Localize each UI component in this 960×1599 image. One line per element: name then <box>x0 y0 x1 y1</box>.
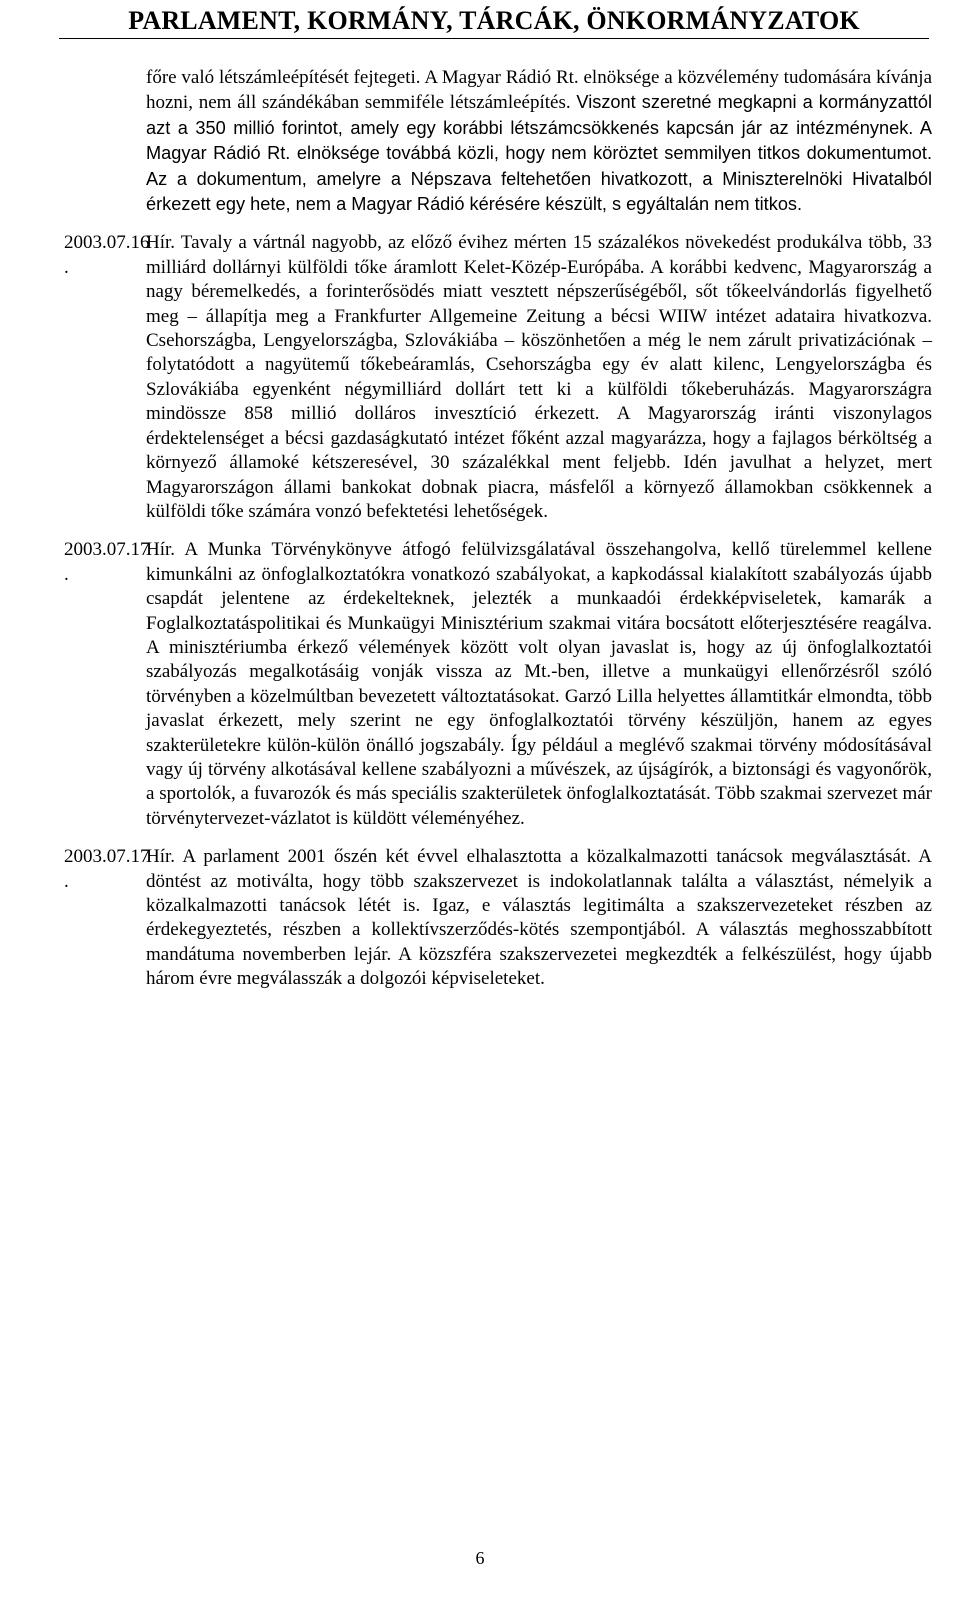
entry-text: Hír. A Munka Törvénykönyve átfogó felülvizsgálatával összehangolva, kellő türelemmel kellene kimunkálni az önfoglalkoztatókra vonatkozó szabályokat, a kapkodással kialakított szabályozás újabb csapdát jelentene az érdekelteknek, jelezték a munkaadói érdekképviseletek, kamarák a Foglalkoztatáspolitikai és Munkaügyi Minisztérium szakmai vitára bocsátott előterjesztésére reagálva. A minisztériumba érkező vélemények között volt olyan javaslat is, hogy az új önfoglalkoztatói szabályozás megalkotásáig vonják vissza az Mt.-ben, illetve a munkaügyi ellenőrzésről szóló törvényben a közelmúltban bevezetett változtatásokat. Garzó Lilla helyettes államtitkár elmondta, több javaslat érkezett, mely szerint ne egy önfoglalkoztatói törvény készüljön, hanem az egyes szakterületekre külön-külön önálló jogszabály. Így például a meglévő szakmai törvény módosításával vagy új törvény alkotásával kellene szabályozni a művészek, az újságírók, a biztonsági és vagyonőrök, a sportolók, a fuvarozók és más speciális szakterületek önfoglalkoztatását. Több szakmai szervezet már törvénytervezet-vázlatot is küldött véleményéhez. <box>146 539 932 829</box>
entry-date: 2003.07.16 . <box>64 232 150 278</box>
entry-text: Hír. A parlament 2001 őszén két évvel elhalasztotta a közalkalmazotti tanácsok megválasztását. A döntést az motiválta, hogy több szakszervezet is indokolatlannak találta a választást, némelyik a közalkalmazotti tanácsok létét is. Igaz, e választás legitimálta a szakszervezeteket részben az érdekegyeztetés, részben a kollektívszerződés-kötés szempontjából. A választás meghosszabbított mandátuma novemberben lejár. A közszféra szakszervezetei megkezdték a felkészülést, hogy újabb három évre megválasszák a dolgozói képviseleteket. <box>146 846 932 990</box>
intro-sans-text: Viszont szeretné megkapni a kormányzattól azt a 350 millió forintot, amely egy korábbi létszámcsökkenés kapcsán jár az intézménynek. A Magyar Rádió Rt. elnöksége továbbá közli, hogy nem köröztet semmilyen titkos dokumentumot. Az a dokumentum, amelyre a Népszava feltehetően hivatkozott, a Miniszterelnöki Hivatalból érkezett egy hete, nem a Magyar Rádió kérésére készült, s egyáltalán nem titkos. <box>146 92 933 215</box>
document-body <box>0 66 960 992</box>
page-header <box>59 4 929 39</box>
page-number: 6 <box>475 1548 485 1568</box>
entry-text: Hír. Tavaly a vártnál nagyobb, az előző évihez mérten 15 százalékos növekedést produkálva több, 33 milliárd dollárnyi külföldi tőke áramlott Kelet-Közép-Európába. A korábbi kedvenc, Magyarország a nagy béremelkedés, a forinterősödés miatt vesztett népszerűségéből, sőt tőkeelvándorlás figyelhető meg – állapítja meg a Frankfurter Allgemeine Zeitung a bécsi WIIW intézet adataira hivatkozva. Csehországba, Lengyelországba, Szlovákiába – köszönhetően a még le nem zárult privatizációnak – folytatódott a nagyütemű tőkebeáramlás, Csehországba egy év alatt kilenc, Lengyelországba és Szlovákiába egyenként négymilliárd dollárt tett ki a külföldi tőkeberuházás. Magyarországra mindössze 858 millió dolláros invesztíció érkezett. A Magyarország iránti viszonylagos érdektelenséget a bécsi gazdaságkutató intézet főként azzal magyarázza, hogy a fajlagos bérköltség a környező államoké kétszeresével, 30 százalékkal ment feljebb. Idén javulhat a helyzet, mert Magyarországon állami bankokat dobnak piacra, másfelől a környező államokban csökkennek a külföldi tőke számára vonzó befektetési lehetőségek. <box>146 232 932 522</box>
header-title: PARLAMENT, KORMÁNY, TÁRCÁK, ÖNKORMÁNYZATOK <box>128 6 860 35</box>
entry-date: 2003.07.17 . <box>64 539 150 585</box>
news-entry <box>0 538 960 831</box>
intro-paragraph <box>146 66 932 217</box>
intro-serif-text: főre való létszámleépítését fejtegeti. A Magyar Rádió Rt. elnöksége a közvélemény tudomására kívánja hozni, nem áll szándékában semmiféle létszámleépítés. <box>146 67 932 114</box>
news-entry <box>0 231 960 524</box>
news-entry <box>0 845 960 991</box>
intro-block <box>0 66 960 217</box>
entry-date: 2003.07.17 . <box>64 846 150 892</box>
